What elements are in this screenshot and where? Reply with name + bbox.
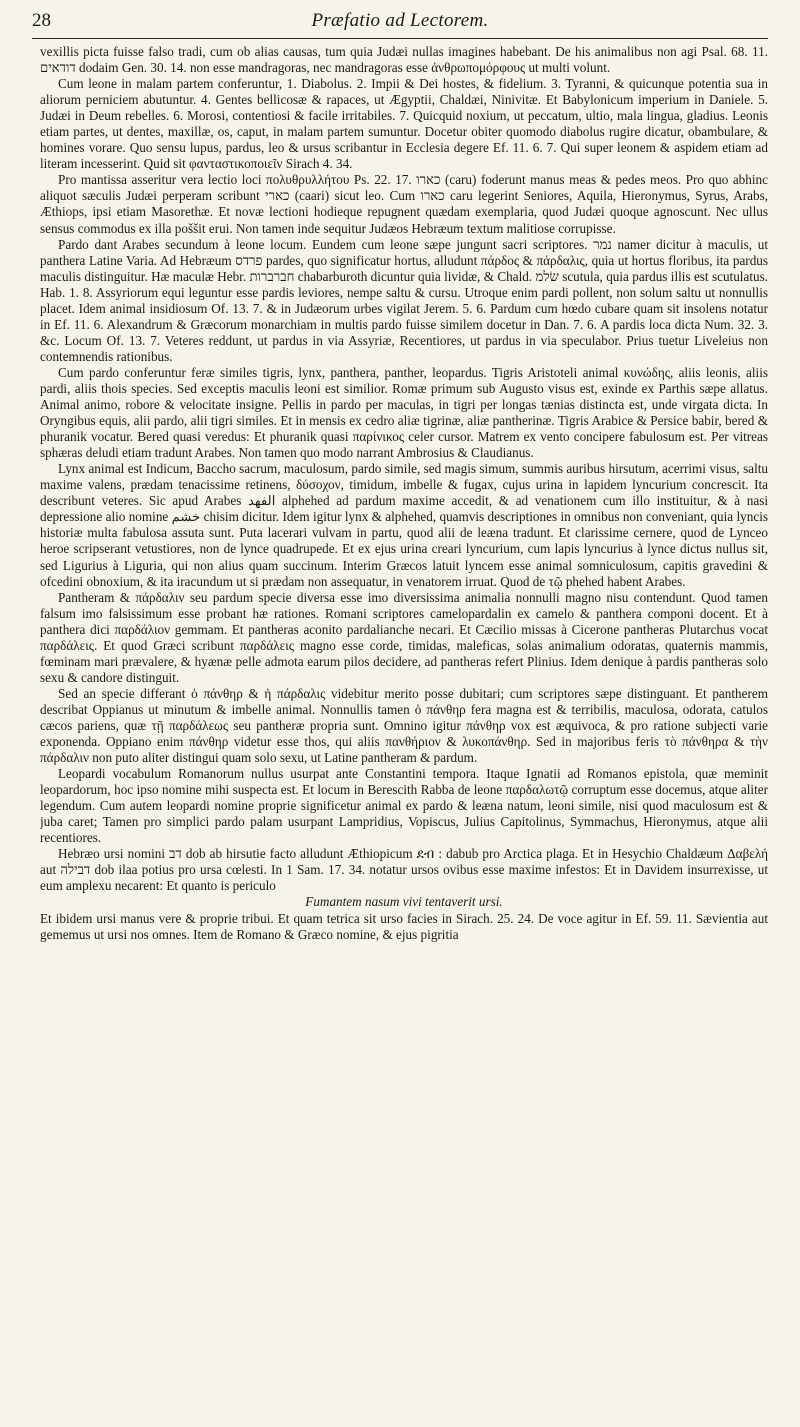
verse-quotation: Fumantem nasum vivi tentaverit ursi.: [305, 894, 503, 910]
page-number: 28: [32, 10, 51, 31]
paragraph: Sed an specie differant ὁ πάνθηρ & ἡ πάρδαλις videbitur merito posse dubitari; cum scriptores sæpe distinguant. Et pantherem describat Oppianus ut minutum & imbelle animal. Nonnullis tamen ὁ πάνθηρ fera magna est & terribilis, maculosa, odorata, catulos cæcos pariens, quæ τῇ παρδάλεως seu pantheræ propria sunt. Omnino igitur πάνθηρ vox est æquivoca, & pro ratione subjecti varie exponenda. Oppiano enim πάνθηρ videtur esse thos, qui aliis πανθήριον & λυκοπάνθηρ. Sed in majoribus feris τὸ πάνθηρα & τὴν πάρδαλιν non puto aliter distingui quam solo sexu, ut Latine pantheram & pardum.: [40, 685, 768, 766]
body-text: [40, 44, 768, 1414]
paragraph: Pro mantissa asseritur vera lectio loci πολυθρυλλήτου Ps. 22. 17. כארו (caru) foderunt manus meas & pedes meos. Pro quo abhinc aliquot sæculis Judæi perperam scribunt כארי (caari) sicut leo. Cum כארו caru legerint Seniores, Aquila, Hieronymus, Syrus, Arabs, Æthiops, ipsi etiam Masorethæ. Et novæ lectioni hodieque repugnent quædam exemplaria, quod Judæi quoque agnoscunt. Nec ullus sensus commodus ex illa poššit erui. Non tamen inde sequitur Judæos Hebræum textum malitiose corrupisse.: [40, 172, 768, 236]
paragraph: Lynx animal est Indicum, Baccho sacrum, maculosum, pardo simile, sed magis simum, summis auribus hirsutum, acerrimi visus, saltu maxime valens, prædam tenacissime retinens, δύσοχον, timidum, imbelle & fugax, cujus urina in lapidem lyncurium concrescit. Ita describunt veteres. Sic apud Arabes الفهد alphehed ad pardum maxime accedit, & ad venationem cum illo instituitur, & à nasi depressione alio nomine خشم chisim dicitur. Idem igitur lynx & alphehed, quamvis descriptiones in omnibus non conveniant, quia lyncis historiæ multa fabulosa assuta sunt. Puta lacerari vulvam in partu, quod alii de leæna tradunt. Et clarissime cernere, quod de Lynceo heroe scripserant vetustiores, non de lynce quadrupede. Et ex ejus urina creari lyncurium, cum lapis lyncurius à lynce dictus nullus sit, sed Ligurius à Liguria, qui non alius quam succinum. Interim Græcos latuit lyncem esse animal somniculosum, capitis gravedini & ofcedini obnoxium, & ita iracundum ut si prædam non assequatur, in venatorem irruat. Quod de τῷ phehed habent Arabes.: [40, 461, 768, 589]
paragraph: Cum pardo conferuntur feræ similes tigris, lynx, panthera, panther, leopardus. Tigris Aristoteli animal κυνώδης, aliis leonis, aliis pardi, aliis thois species. Sed exceptis maculis leoni est similior. Romæ primum sub Augusto visus est, exinde ex Parthis sæpe allatus. Animal animo, robore & velocitate insigne. Pellis in pardo per maculas, in tigri per longas tænias distincta est, unde virgata dicta. In Oryngibus equis, alii pardo, alii tigri similes. Et in mensis ex cedro aliæ tigrinæ, aliæ pantherinæ. Tigris Arabice & Persice babir, bered & phuranik vocatur. Bered quasi veredus: Et phuranik quasi παρίνικος celer cursor. Matrem ex vento concipere fabulosum est. Per vitreas sphæras deludi etiam tradunt Arabes. Non tamen quo modo narrant Ambrosius & Claudianus.: [40, 364, 768, 461]
paragraph: Leopardi vocabulum Romanorum nullus usurpat ante Constantini tempora. Itaque Ignatii ad Romanos epistola, quæ meminit leopardorum, hoc ipso nomine mihi suspecta est. Et locum in Berescith Rabba de leone παρδαλωτῷ corruptum esse docemus, atque aliter legendum. Cum autem leopardi nomine proprie significetur animal ex pardo & leæna natum, leoni simile, nisi quod maculosum est & juba caret; Tamen pro simplici pardo palam usurpant Lampridius, Vopiscus, Julius Capitolinus, Symmachus, Hieronymus, atque alii recentiores.: [40, 766, 768, 846]
paragraph: Cum leone in malam partem conferuntur, 1. Diabolus. 2. Impii & Dei hostes, & fidelium. 3. Tyranni, & quicunque potentia sua in aliorum perniciem abutuntur. 4. Gentes bellicosæ & rapaces, ut Ægyptii, Chaldæi, Ninivitæ. Et Babylonicum imperium in Daniele. 5. Judæi in Deum rebelles. 6. Morosi, contentiosi & facile irritabiles. 7. Quicquid noxium, ut peccatum, ultio, mala lingua, gladius. Leonis etiam partes, ut dentes, maxillæ, os, caput, in malam partem sumuntur. Docetur obiter quomodo diabolus rugire dicatur, obambulare, & homines vorare. Quo sensu lupus, pardus, leo & ursus scribantur in Ecclesia degere Ef. 11. 6. 7. Qui super leonem & aspidem etiam ad literam incesserint. Quid sit φανταστικοποιεῖν Sirach 4. 34.: [40, 76, 768, 172]
paragraph: Pardo dant Arabes secundum à leone locum. Eundem cum leone sæpe jungunt sacri scriptores. נמר namer dicitur à maculis, ut panthera Latine Varia. Ad Hebræum פרדס pardes, quo significatur hortus, alludunt πάρδος & πάρδαλις, quia ut hortus floribus, ita pardus maculis distinguitur. Hæ maculæ Hebr. חברברות chabarburoth dicuntur quia lividæ, & Chald. שׂלמ scutula, quia pardus illis est scutulatus. Hab. 1. 8. Assyriorum equi leguntur esse pardis leviores, nempe saltu & cursu. Utroque enim pardi pollent, non solum saltu ut nonnullis placet. Idem animal insidiosum Of. 13. 7. & in Judæorum urbes vigilat Jerem. 5. 6. Pardum cum hœdo cubare quam sit insolens notatur in Ef. 11. 6. Alexandrum & Græcorum monarchiam in multis pardo fuisse similem docetur in Dan. 7. 6. A pardis loca dicta Num. 32. 3. &c. Locum Of. 13. 7. Veteres reddunt, ut pardus in via Assyriæ, Recentiores, ut pardus in via speculabor. Prius tuetur Liveleius non contemnendis rationibus.: [40, 236, 768, 364]
paragraph: Hebræo ursi nomini דב dob ab hirsutie facto alludunt Æthiopicum ደብ : dabub pro Arctica plaga. Et in Hesychio Chaldæum Δαβελή aut דבילה dob ilaa potius pro ursa cœlesti. In 1 Sam. 17. 34. notatur ursos ovibus esse maxime infestos: Et in Davidem insurrexisse, ut eum amplexu necarent: Et quanto is periculo: [40, 846, 768, 894]
paragraph: Pantheram & πάρδαλιν seu pardum specie diversa esse imo diversissima animalia nonnulli magno nisu contendunt. Quod tamen falsum imo falsissimum esse probant hæ rationes. Romani scriptores camelopardalin ex camelo & panthera componi docent. Et à panthera dici παρδάλιον gemmam. Et pantheras aconito pardalianche necari. Et Cæcilio missas à Cicerone pantheras Plutarchus vocat παρδάλεις. Et quod Græci scribunt παρδάλεις magno esse corde, timidas, maleficas, solas animalium odoratas, quaternis mammis, fœminam mari prævalere, & hyænæ pelle admota earum pilos decidere, ad pantheras refert Plinius. Idem denique à pardis pantheras solo sexu & candore distinguit.: [40, 589, 768, 685]
paragraph: vexillis picta fuisse falso tradi, cum ob alias causas, tum quia Judæi nullas imagines habebant. De his animalibus non agi Psal. 68. 11. דודאים dodaim Gen. 30. 14. non esse mandragoras, nec mandragoras esse ἀνθρωπομόρφους ut multi volunt.: [40, 44, 768, 76]
running-head: Præfatio ad Lectorem.: [311, 10, 489, 31]
closing-paragraph: Et ibidem ursi manus vere & proprie tribui. Et quam tetrica sit urso facies in Sirach. 25. 24. De voce agitur in Ef. 59. 11. Sævientia aut gememus ut ursi nos omnes. Item de Romano & Græco nomine, & ejus pigritia: [40, 910, 768, 942]
header-rule: [32, 38, 768, 39]
page-header: [32, 10, 768, 36]
